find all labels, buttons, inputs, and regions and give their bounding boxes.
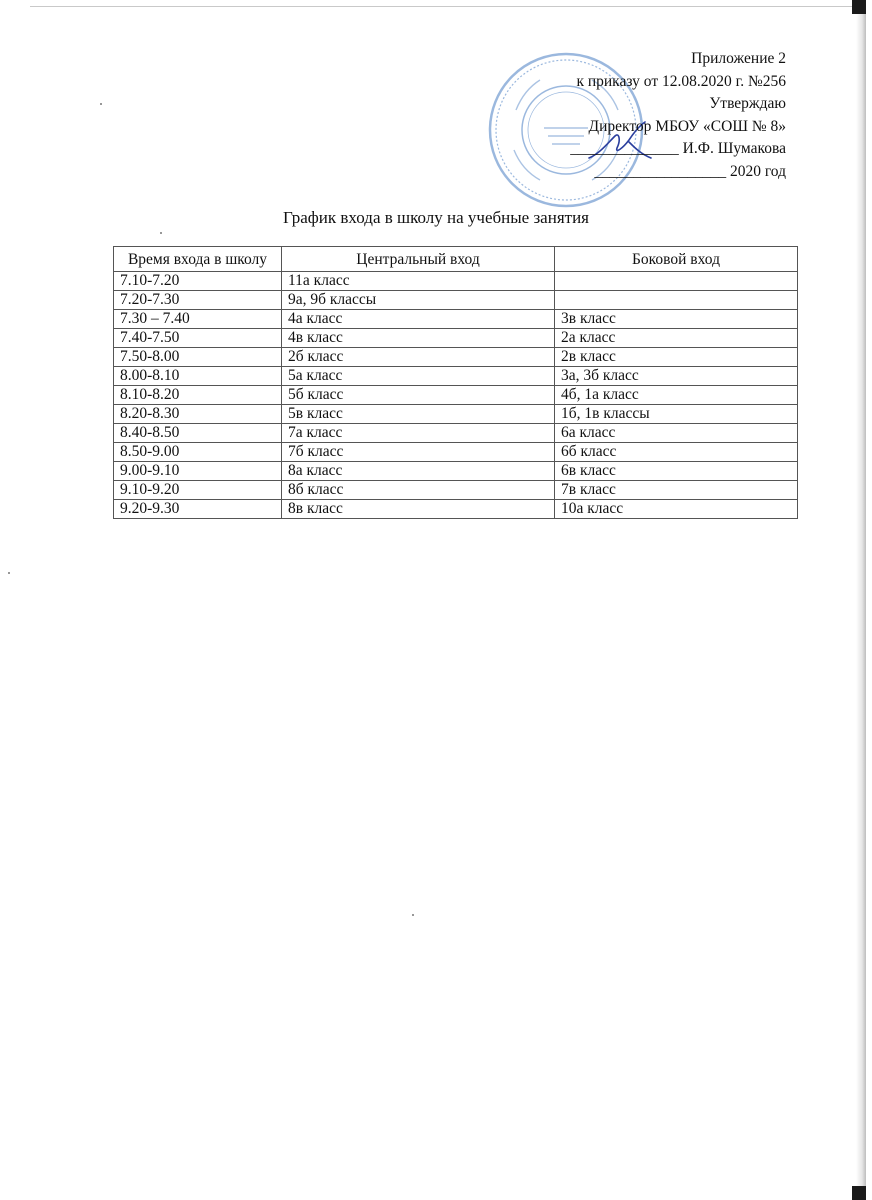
cell-central: 5б класс xyxy=(282,386,555,405)
cell-side: 7в класс xyxy=(555,481,798,500)
scan-speck xyxy=(160,232,162,234)
cell-side: 10а класс xyxy=(555,500,798,519)
table-row xyxy=(114,272,798,291)
column-header-time: Время входа в школу xyxy=(114,247,282,272)
order-reference: к приказу от 12.08.2020 г. №256 xyxy=(576,72,786,90)
cell-time: 7.30 – 7.40 xyxy=(114,310,282,329)
cell-central: 7а класс xyxy=(282,424,555,443)
cell-time: 8.00-8.10 xyxy=(114,367,282,386)
cell-central: 8б класс xyxy=(282,481,555,500)
cell-central: 5в класс xyxy=(282,405,555,424)
scan-corner-mark xyxy=(852,0,866,14)
cell-side: 6б класс xyxy=(555,443,798,462)
cell-time: 9.00-9.10 xyxy=(114,462,282,481)
cell-time: 7.10-7.20 xyxy=(114,272,282,291)
table-row xyxy=(114,310,798,329)
table-row xyxy=(114,500,798,519)
director-title: Директор МБОУ «СОШ № 8» xyxy=(588,117,786,135)
cell-time: 9.20-9.30 xyxy=(114,500,282,519)
table-row xyxy=(114,291,798,310)
scan-speck xyxy=(100,103,102,105)
cell-central: 9а, 9б классы xyxy=(282,291,555,310)
cell-central: 2б класс xyxy=(282,348,555,367)
cell-side: 3а, 3б класс xyxy=(555,367,798,386)
cell-central: 8в класс xyxy=(282,500,555,519)
cell-side: 1б, 1в классы xyxy=(555,405,798,424)
cell-time: 7.40-7.50 xyxy=(114,329,282,348)
scan-edge-right xyxy=(856,0,866,1200)
cell-side xyxy=(555,272,798,291)
table-row xyxy=(114,443,798,462)
table-row xyxy=(114,367,798,386)
cell-central: 5а класс xyxy=(282,367,555,386)
cell-central: 4а класс xyxy=(282,310,555,329)
scan-corner-mark xyxy=(852,1186,866,1200)
scan-edge-top xyxy=(30,6,860,7)
cell-central: 7б класс xyxy=(282,443,555,462)
approval-header xyxy=(570,48,786,183)
table-row xyxy=(114,462,798,481)
cell-central: 11а класс xyxy=(282,272,555,291)
cell-side: 3в класс xyxy=(555,310,798,329)
cell-side: 6а класс xyxy=(555,424,798,443)
approval-date-line: _________________ 2020 год xyxy=(594,162,786,180)
cell-time: 9.10-9.20 xyxy=(114,481,282,500)
cell-time: 8.40-8.50 xyxy=(114,424,282,443)
column-header-side-entrance: Боковой вход xyxy=(555,247,798,272)
cell-side: 2в класс xyxy=(555,348,798,367)
table-row xyxy=(114,329,798,348)
cell-side: 6в класс xyxy=(555,462,798,481)
cell-side: 2а класс xyxy=(555,329,798,348)
scan-speck xyxy=(412,914,414,916)
cell-time: 8.10-8.20 xyxy=(114,386,282,405)
cell-central: 4в класс xyxy=(282,329,555,348)
table-row xyxy=(114,348,798,367)
scan-speck xyxy=(8,572,10,574)
table-header-row xyxy=(114,247,798,272)
cell-side: 4б, 1а класс xyxy=(555,386,798,405)
cell-time: 8.50-9.00 xyxy=(114,443,282,462)
table-row xyxy=(114,405,798,424)
column-header-central-entrance: Центральный вход xyxy=(282,247,555,272)
entry-schedule-table xyxy=(113,246,798,519)
cell-time: 7.20-7.30 xyxy=(114,291,282,310)
table-row xyxy=(114,424,798,443)
cell-side xyxy=(555,291,798,310)
table-row xyxy=(114,386,798,405)
appendix-label: Приложение 2 xyxy=(691,50,786,67)
cell-time: 7.50-8.00 xyxy=(114,348,282,367)
cell-central: 8а класс xyxy=(282,462,555,481)
approval-label: Утверждаю xyxy=(709,95,786,112)
director-signature-line: ______________ И.Ф. Шумакова xyxy=(570,140,786,157)
document-title: График входа в школу на учебные занятия xyxy=(282,208,589,227)
cell-time: 8.20-8.30 xyxy=(114,405,282,424)
table-row xyxy=(114,481,798,500)
